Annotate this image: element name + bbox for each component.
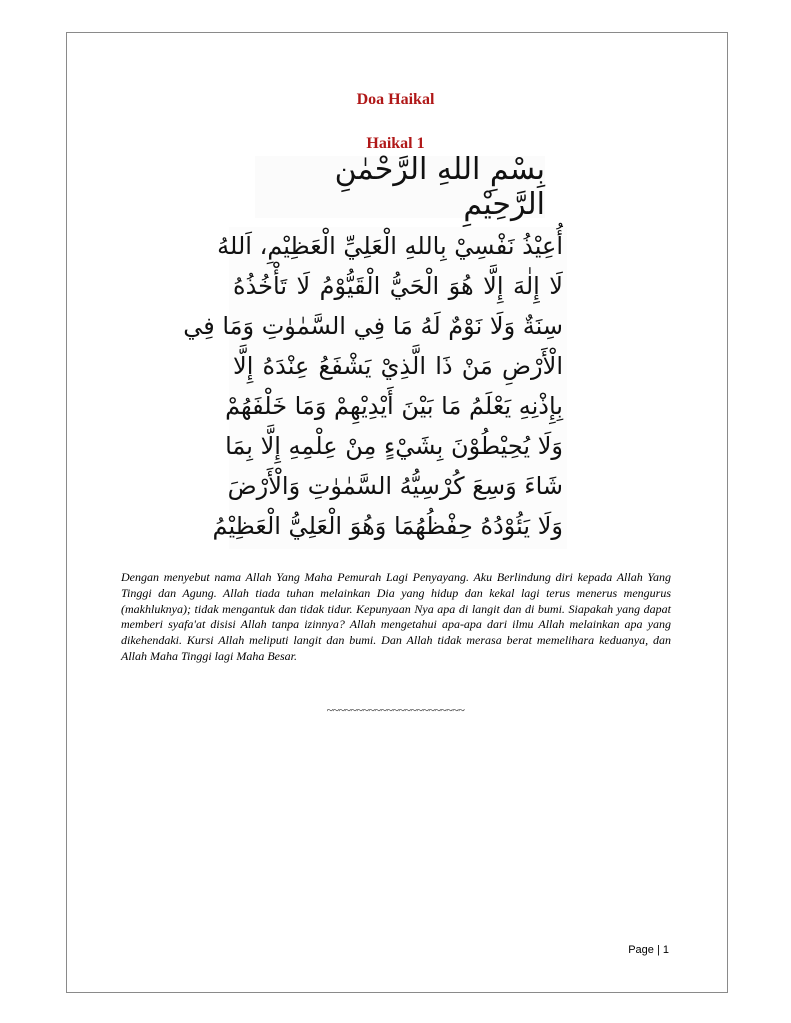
verse-line: بِإِذْنِهِ يَعْلَمُ مَا بَيْنَ أَيْدِيْهِمْ وَمَا خَلْفَهُمْ [225,392,563,420]
document-subtitle: Haikal 1 [366,135,425,152]
verse-line: الْأَرْضِ مَنْ ذَا الَّذِيْ يَشْفَعُ عِنْدَهُ إِلَّا [233,352,563,380]
basmala-text: بِسْمِ اللهِ الرَّحْمٰنِ الرَّحِيْمِ [334,152,545,222]
basmala-image [255,152,545,222]
document-title: Doa Haikal [356,91,435,108]
verse-line: وَلَا يَئُوْدُهُ حِفْظُهُمَا وَهُوَ الْعَلِيُّ الْعَظِيْمُ [212,512,563,540]
verse-line: وَلَا يُحِيْطُوْنَ بِشَيْءٍ مِنْ عِلْمِهِ إِلَّا بِمَا [225,432,563,460]
verse-line: شَاءَ وَسِعَ كُرْسِيُّهُ السَّمٰوٰتِ وَالْأَرْضَ [227,472,563,500]
tilde-divider: ~~~~~~~~~~~~~~~~~~~~~~~ [326,703,465,717]
verse-line: لَا إِلٰهَ إِلَّا هُوَ الْحَيُّ الْقَيُّوْمُ لَا تَأْخُذُهُ [233,272,563,300]
ayat-kursi-image [183,227,567,549]
translation-paragraph: Dengan menyebut nama Allah Yang Maha Pemurah Lagi Penyayang. Aku Berlindung diri kepada Allah Yang Tinggi dan Agung. Allah tiada tuhan melainkan Dia yang hidup dan kekal lagi terus menerus mengurus (makhluknya); tidak mengantuk dan tidak tidur. Kepunyaan Nya apa di langit dan di bumi. Siapakah yang dapat memberi syafa'at disisi Allah tanpa izinnya? Allah mengetahui apa-apa dari ilmu Allah melainkan apa yang dikehendaki. Kursi Allah meliputi langit dan bumi. Dan Allah tidak merasa berat memelihara keduanya, dan Allah Maha Tinggi lagi Maha Besar. [121,570,671,663]
verse-line: سِنَةٌ وَلَا نَوْمٌ لَهُ مَا فِي السَّمٰوٰتِ وَمَا فِي [183,312,563,340]
page-number: Page | 1 [628,944,669,956]
verse-line: أُعِيْذُ نَفْسِيْ بِاللهِ الْعَلِيِّ الْعَظِيْمِ، اَللهُ [217,232,563,260]
